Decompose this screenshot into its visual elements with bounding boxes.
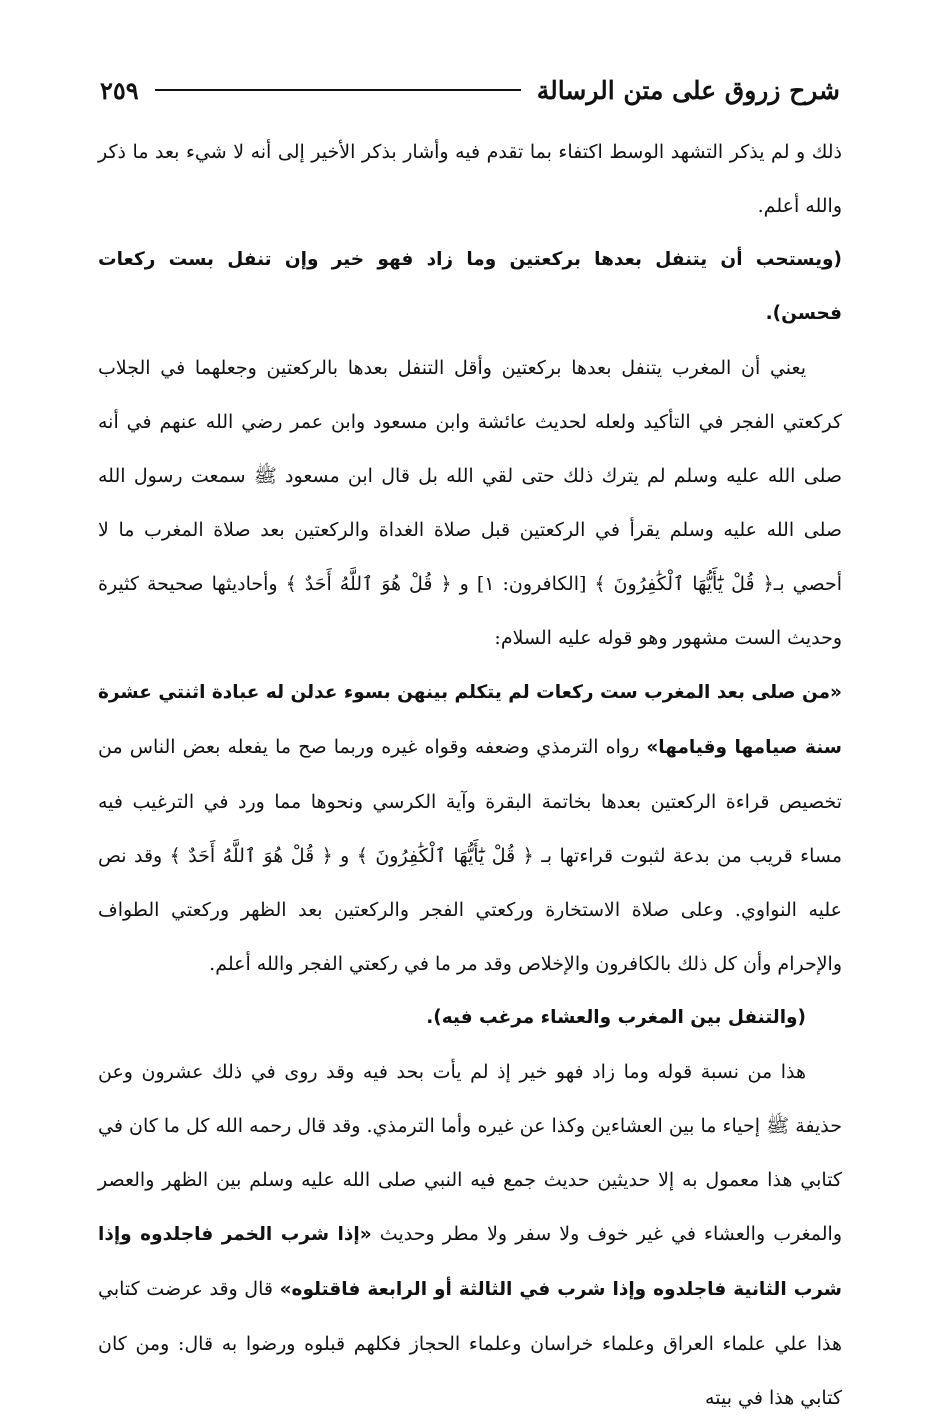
page-body — [98, 125, 842, 1409]
paragraph-5-text: قال وقد عرضت كتابي هذا علي علماء العراق وعلماء خراسان وعلماء الحجاز فكلهم قبلوه ورضوا به قال: ومن كان كتابي هذا في بيته — [98, 1278, 842, 1409]
paragraph-1: ذلك و لم يذكر التشهد الوسط اكتفاء بما تقدم فيه وأشار بذكر الأخير إلى أنه لا شيء بعد ما ذكر والله أعلم. — [98, 141, 842, 217]
hadith-quote-1: «من صلى بعد المغرب ست ركعات لم يتكلم بينهن بسوء عدلن له عبادة اثنتي عشرة سنة صيامها وقيامها» — [98, 682, 842, 758]
running-header — [100, 70, 840, 110]
header-rule — [155, 89, 521, 91]
matn-quote-1: (ويستحب أن يتنفل بعدها بركعتين وما زاد فهو خير وإن تنفل بست ركعات فحسن). — [98, 249, 842, 324]
paragraph-3-text: رواه الترمذي وضعفه وقواه غيره وربما صح ما يفعله بعض الناس من تخصيص قراءة الركعتين بعدها بخاتمة البقرة وآية الكرسي ونحوها مما ورد في الترغيب فيه مساء قريب من بدعة لثبوت قراءتها بـ ﴿ قُلْ يَٰٓأَيُّهَا ٱلْكَٰفِرُونَ ﴾ و ﴿ قُلْ هُوَ ٱللَّهُ أَحَدٌ ﴾ وقد نص عليه النواوي. وعلى صلاة الاستخارة وركعتي الفجر والركعتين بعد الظهر وركعتي الطواف والإحرام وأن كل ذلك بالكافرون والإخلاص وقد مر ما في ركعتي الفجر والله أعلم. — [98, 736, 842, 975]
running-title: شرح زروق على متن الرسالة — [536, 75, 840, 105]
paragraph-4-text: هذا من نسبة قوله وما زاد فهو خير إذ لم يأت بحد فيه وقد روى في ذلك عشرون وعن حذيفة ﷺ إحياء ما بين العشاءين وكذا عن غيره وأما الترمذي. وقد قال رحمه الله كل ما كان في كتابي هذا معمول به إلا حديثين حديث جمع فيه النبي صلى الله عليه وسلم بين الظهر والعصر والمغرب والعشاء في غير خوف ولا سفر ولا مطر وحديث — [98, 1061, 842, 1245]
page-number: ٢٥٩ — [100, 75, 139, 105]
hadith-quote-2: «إذا شرب الخمر فاجلدوه وإذا شرب الثانية فاجلدوه وإذا شرب في الثالثة أو الرابعة فاقتلوه» — [98, 1224, 842, 1300]
matn-quote-2: (والتنفل بين المغرب والعشاء مرغب فيه). — [426, 1007, 806, 1028]
paragraph-3 — [98, 665, 842, 991]
paragraph-4 — [98, 1045, 842, 1425]
paragraph-2: يعني أن المغرب يتنفل بعدها بركعتين وأقل التنفل بعدها بالركعتين وجعلهما في الجلاب كركعتي الفجر في التأكيد ولعله لحديث عائشة وابن مسعود وابن عمر رضي الله عنهم في أنه صلى الله عليه وسلم لم يترك ذلك حتى لقي الله بل قال ابن مسعود ﷺ سمعت رسول الله صلى الله عليه وسلم يقرأ في الركعتين قبل صلاة الغداة والركعتين بعد صلاة المغرب ما لا أحصي بـ﴿ قُلْ يَٰٓأَيُّهَا ٱلْكَٰفِرُونَ ﴾ [الكافرون: ١] و ﴿ قُلْ هُوَ ٱللَّهُ أَحَدٌ ﴾ وأحاديثها صحيحة كثيرة وحديث الست مشهور وهو قوله عليه السلام: — [98, 357, 842, 649]
